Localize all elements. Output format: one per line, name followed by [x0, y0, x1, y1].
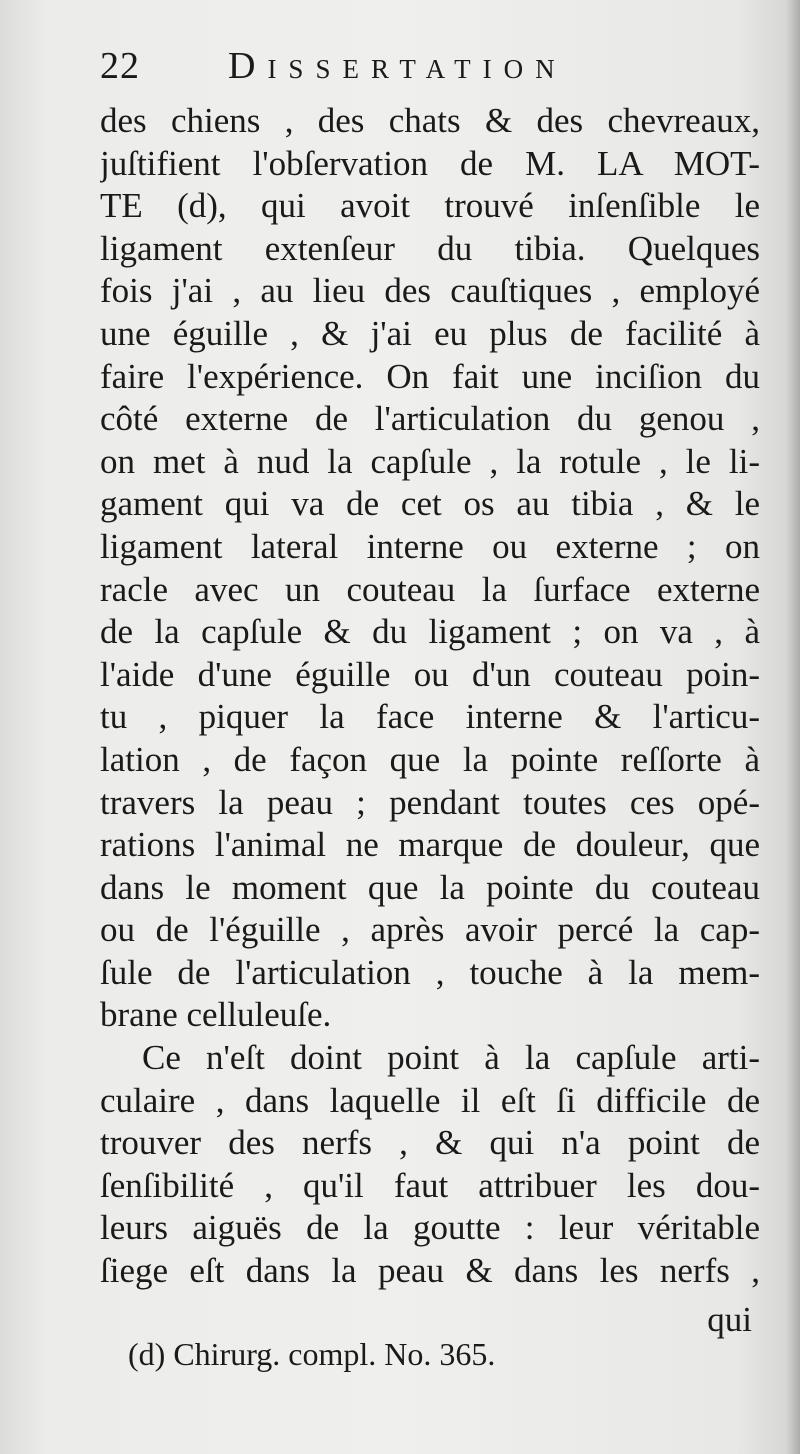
text-line: gament qui va de cet os au tibia , & le: [100, 484, 760, 524]
text-line: TE (d), qui avoit trouvé inſenſible le: [100, 186, 760, 226]
text-line-paragraph-start: Ce n'eſt doint point à la capſule arti-: [142, 1038, 760, 1078]
text-line: culaire , dans laquelle il eſt ſi difficile de: [100, 1080, 760, 1120]
text-line: de la capſule & du ligament ; on va , à: [100, 612, 760, 652]
text-line: tu , piquer la face interne & l'articu-: [100, 697, 760, 737]
text-line: racle avec un couteau la ſurface externe: [100, 569, 760, 609]
running-head: Dissertation: [228, 45, 567, 87]
text-line: dans le moment que la pointe du couteau: [100, 867, 760, 907]
text-line: trouver des nerfs , & qui n'a point de: [100, 1123, 760, 1163]
text-line: ou de l'éguille , après avoir percé la cap-: [100, 910, 760, 950]
text-line: on met à nud la capſule , la rotule , le li-: [100, 441, 760, 481]
page-number: 22: [100, 45, 140, 87]
text-line: leurs aiguës de la goutte : leur véritable: [100, 1208, 760, 1248]
text-line: côté externe de l'articulation du genou ,: [100, 399, 760, 439]
text-line: faire l'expérience. On fait une inciſion du: [100, 356, 760, 396]
text-line: l'aide d'une éguille ou d'un couteau poin-: [100, 654, 760, 694]
text-line: ſiege eſt dans la peau & dans les nerfs ,: [100, 1251, 760, 1291]
text-line: travers la peau ; pendant toutes ces opé-: [100, 782, 760, 822]
text-line-paragraph-end: brane celluleuſe.: [100, 995, 332, 1035]
text-line: des chiens , des chats & des chevreaux,: [100, 101, 760, 140]
footnote: (d) Chirurg. compl. No. 365.: [128, 1336, 496, 1372]
text-line: ligament extenſeur du tibia. Quelques: [100, 228, 760, 268]
text-line: ligament lateral interne ou externe ; on: [100, 526, 760, 566]
text-line: lation , de façon que la pointe reſſorte à: [100, 739, 760, 779]
body-text: [100, 100, 760, 1293]
text-line: juſtifient l'obſervation de M. LA MOT-: [100, 143, 760, 183]
text-line: une éguille , & j'ai eu plus de facilité à: [100, 313, 760, 353]
text-line: rations l'animal ne marque de douleur, que: [100, 825, 760, 865]
page-header: [100, 40, 760, 98]
catchword: qui: [707, 1300, 752, 1339]
text-line: ſule de l'articulation , touche à la mem-: [100, 952, 760, 992]
page-edge-shadow: [786, 0, 800, 1454]
text-line: ſenſibilité , qu'il faut attribuer les dou-: [100, 1165, 760, 1205]
text-line: fois j'ai , au lieu des cauſtiques , employé: [100, 271, 760, 311]
